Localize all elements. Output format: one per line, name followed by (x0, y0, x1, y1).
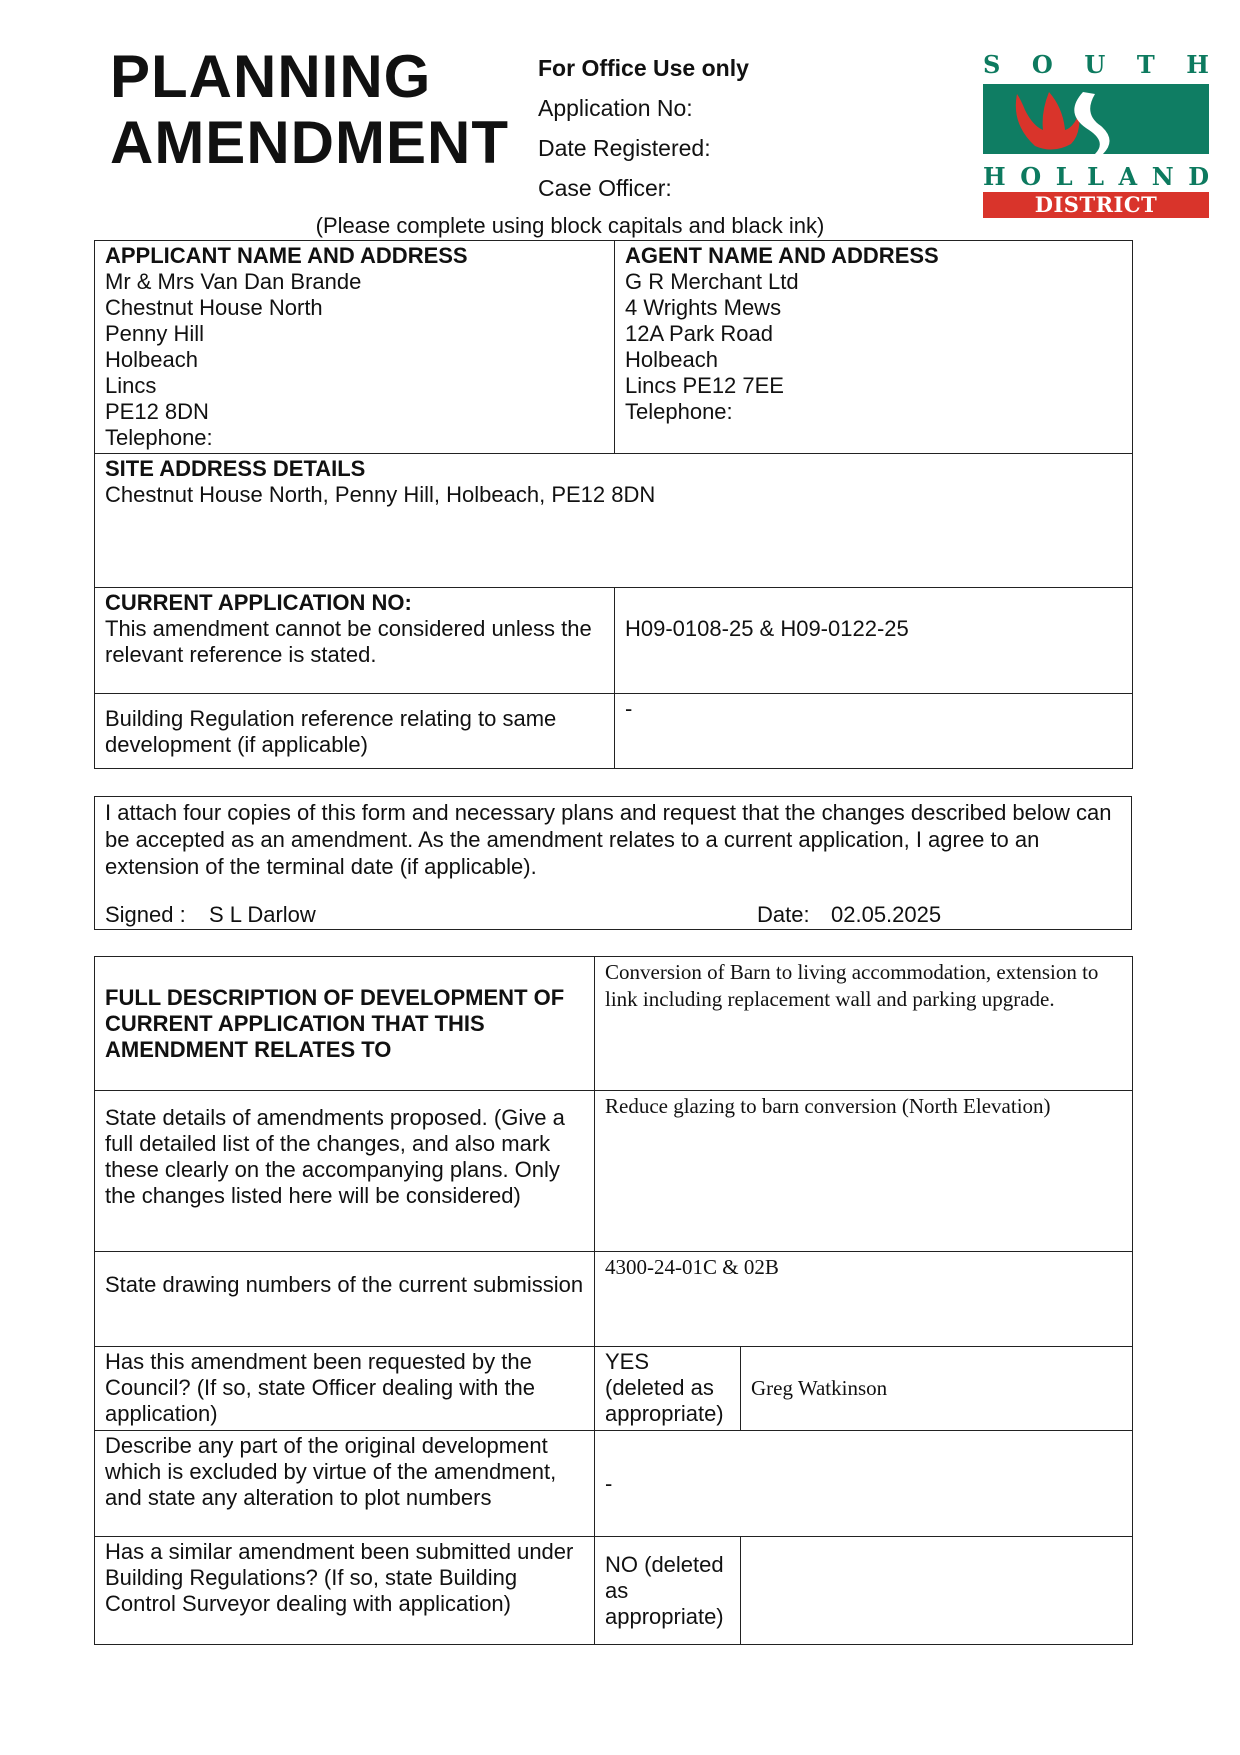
site-address-value[interactable]: Chestnut House North, Penny Hill, Holbeach, PE12 8DN (105, 482, 656, 507)
declaration-box (94, 796, 1132, 930)
applicant-address-line[interactable]: Holbeach (105, 347, 198, 372)
declaration-text: I attach four copies of this form and necessary plans and request that the changes described below can be accepted as an amendment. As the amendment relates to a current application, I agree to an extension of the terminal date (if applicable). (105, 800, 1112, 879)
signature-row (105, 901, 1115, 929)
office-use-heading: For Office Use only (538, 55, 749, 81)
drawings-label-cell (95, 1252, 595, 1347)
building-regulation-value[interactable]: - (625, 696, 633, 721)
agent-heading: AGENT NAME AND ADDRESS (625, 243, 939, 268)
amendments-label: State details of amendments proposed. (Give a full detailed list of the changes, and also mark these clearly on the accompanying plans. Only the changes listed here will be considered) (105, 1105, 565, 1208)
applicant-address-line[interactable]: Lincs (105, 373, 157, 398)
building-reg-amendment-label-cell (95, 1537, 595, 1645)
excluded-label-cell (95, 1431, 595, 1537)
site-address-heading: SITE ADDRESS DETAILS (105, 456, 366, 481)
details-table (94, 956, 1133, 1645)
full-description-value[interactable]: Conversion of Barn to living accommodation, extension to link including replacement wall and parking upgrade. (605, 960, 1099, 1011)
excluded-value-cell[interactable] (595, 1431, 1133, 1537)
logo-council-text: DISTRICT COUNCIL (983, 192, 1209, 218)
building-regulation-label-cell (95, 694, 615, 769)
council-request-answer-cell[interactable] (595, 1347, 741, 1431)
building-regulation-value-cell[interactable] (615, 694, 1133, 769)
page-title (110, 44, 509, 176)
applicant-name[interactable]: Mr & Mrs Van Dan Brande (105, 269, 362, 294)
agent-telephone-label[interactable]: Telephone: (625, 399, 733, 424)
logo-word-south: S O U T H (983, 50, 1209, 79)
current-application-label-cell (95, 588, 615, 694)
agent-address-line[interactable]: 4 Wrights Mews (625, 295, 782, 320)
site-address-cell (95, 454, 1133, 588)
council-request-officer-cell[interactable] (741, 1347, 1133, 1431)
date-registered-label: Date Registered: (538, 135, 711, 161)
application-no-label: Application No: (538, 95, 693, 121)
agent-address-line[interactable]: Holbeach (625, 347, 718, 372)
title-line-2: AMENDMENT (110, 109, 509, 176)
council-request-label: Has this amendment been requested by the Council? (If so, state Officer dealing with the application) (105, 1349, 536, 1426)
council-request-label-cell (95, 1347, 595, 1431)
building-reg-amendment-label: Has a similar amendment been submitted under Building Regulations? (If so, state Building Control Surveyor dealing with application) (105, 1539, 574, 1616)
agent-address-line[interactable]: 12A Park Road (625, 321, 773, 346)
agent-cell (615, 241, 1133, 454)
applicant-table (94, 240, 1133, 769)
drawings-label: State drawing numbers of the current submission (105, 1272, 584, 1297)
council-request-answer[interactable]: YES (deleted as appropriate) (605, 1349, 724, 1426)
case-officer-label: Case Officer: (538, 175, 672, 201)
building-reg-amendment-answer-cell[interactable] (595, 1537, 741, 1645)
amendments-value[interactable]: Reduce glazing to barn conversion (North Elevation) (605, 1094, 1051, 1118)
tulip-emblem-icon (983, 84, 1209, 154)
applicant-postcode[interactable]: PE12 8DN (105, 399, 209, 424)
office-use-block (538, 48, 749, 208)
applicant-cell (95, 241, 615, 454)
excluded-value[interactable]: - (605, 1470, 613, 1496)
applicant-telephone-label[interactable]: Telephone: (105, 425, 213, 450)
signed-label: Signed : (105, 902, 186, 927)
date-value[interactable]: 02.05.2025 (831, 902, 942, 927)
full-description-value-cell[interactable] (595, 957, 1133, 1091)
agent-address-line[interactable]: Lincs PE12 7EE (625, 373, 784, 398)
drawings-value[interactable]: 4300-24-01C & 02B (605, 1255, 779, 1279)
logo-word-holland: H O L L A N D (983, 162, 1209, 191)
signed-value[interactable]: S L Darlow (209, 902, 316, 927)
full-description-label-cell (95, 957, 595, 1091)
current-application-value[interactable]: H09-0108-25 & H09-0122-25 (625, 616, 909, 641)
title-line-1: PLANNING (110, 43, 432, 110)
amendments-label-cell (95, 1091, 595, 1252)
current-application-heading: CURRENT APPLICATION NO: (105, 590, 412, 615)
building-reg-amendment-answer[interactable]: NO (deleted as appropriate) (605, 1551, 724, 1629)
applicant-address-line[interactable]: Chestnut House North (105, 295, 323, 320)
amendments-value-cell[interactable] (595, 1091, 1133, 1252)
excluded-label: Describe any part of the original development which is excluded by virtue of the amendment, and state any alteration to plot numbers (105, 1433, 557, 1510)
building-reg-amendment-surveyor-cell[interactable] (741, 1537, 1133, 1645)
date-label: Date: (757, 902, 810, 927)
applicant-address-line[interactable]: Penny Hill (105, 321, 205, 346)
full-description-label: FULL DESCRIPTION OF DEVELOPMENT OF CURRENT APPLICATION THAT THIS AMENDMENT RELATES TO (105, 984, 565, 1062)
drawings-value-cell[interactable] (595, 1252, 1133, 1347)
applicant-heading: APPLICANT NAME AND ADDRESS (105, 243, 468, 268)
council-request-officer[interactable]: Greg Watkinson (751, 1376, 888, 1400)
building-regulation-label: Building Regulation reference relating to same development (if applicable) (105, 706, 557, 757)
council-logo (983, 50, 1209, 243)
instruction-note: (Please complete using block capitals and black ink) (315, 213, 825, 238)
agent-name[interactable]: G R Merchant Ltd (625, 269, 799, 294)
current-application-value-cell[interactable] (615, 588, 1133, 694)
current-application-note: This amendment cannot be considered unless the relevant reference is stated. (105, 616, 592, 667)
